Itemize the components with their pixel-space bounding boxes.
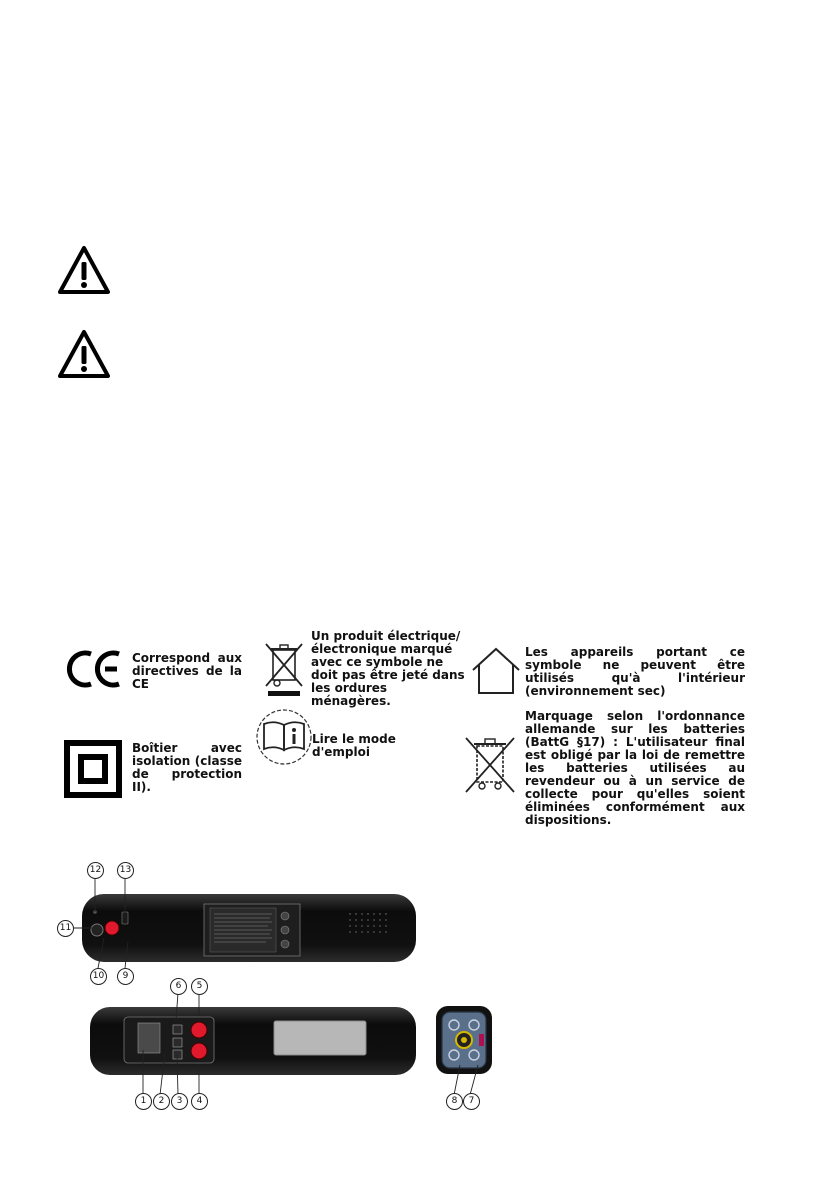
battery-crossed-bin-icon bbox=[462, 732, 518, 796]
warning-icon bbox=[57, 329, 111, 379]
callout-leader-lines bbox=[0, 860, 520, 1110]
callout-10: 10 bbox=[90, 968, 107, 985]
callout-12: 12 bbox=[87, 862, 104, 879]
weee-description: Un produit électrique/électronique marqué avec ce symbole ne doit pas être jeté dans les ordures ménagères. bbox=[311, 629, 465, 708]
class-ii-description: Boîtier avec isolation (classe de protection II). bbox=[132, 741, 242, 794]
ce-mark-icon bbox=[65, 648, 123, 690]
warning-icon bbox=[57, 245, 111, 295]
crossed-bin-icon bbox=[262, 640, 306, 698]
ce-description: Correspond aux directives de la CE bbox=[132, 651, 242, 691]
callout-5: 5 bbox=[191, 978, 208, 995]
house-icon bbox=[470, 646, 522, 696]
indoor-description: Les appareils portant ce symbole ne peuvent être utilisés qu'à l'intérieur (environnement sec) bbox=[525, 645, 745, 698]
callout-1: 1 bbox=[135, 1093, 152, 1110]
callout-6: 6 bbox=[170, 978, 187, 995]
callout-9: 9 bbox=[117, 968, 134, 985]
callout-3: 3 bbox=[171, 1093, 188, 1110]
battery-description: Marquage selon l'ordonnance allemande sur les batteries (BattG §17) : L'utilisateur final est obligé par la loi de remettre les batteries utilisées au revendeur ou à un service de collecte pour qu'elles soient éliminées conformément aux dispositions. bbox=[525, 709, 745, 827]
callout-11: 11 bbox=[57, 920, 74, 937]
callout-4: 4 bbox=[191, 1093, 208, 1110]
callout-8: 8 bbox=[446, 1093, 463, 1110]
manual-description: Lire le mode d'emploi bbox=[312, 732, 396, 759]
callout-7: 7 bbox=[463, 1093, 480, 1110]
callout-13: 13 bbox=[117, 862, 134, 879]
read-manual-icon bbox=[256, 706, 312, 768]
callout-2: 2 bbox=[153, 1093, 170, 1110]
class-ii-insulation-icon bbox=[64, 740, 122, 798]
